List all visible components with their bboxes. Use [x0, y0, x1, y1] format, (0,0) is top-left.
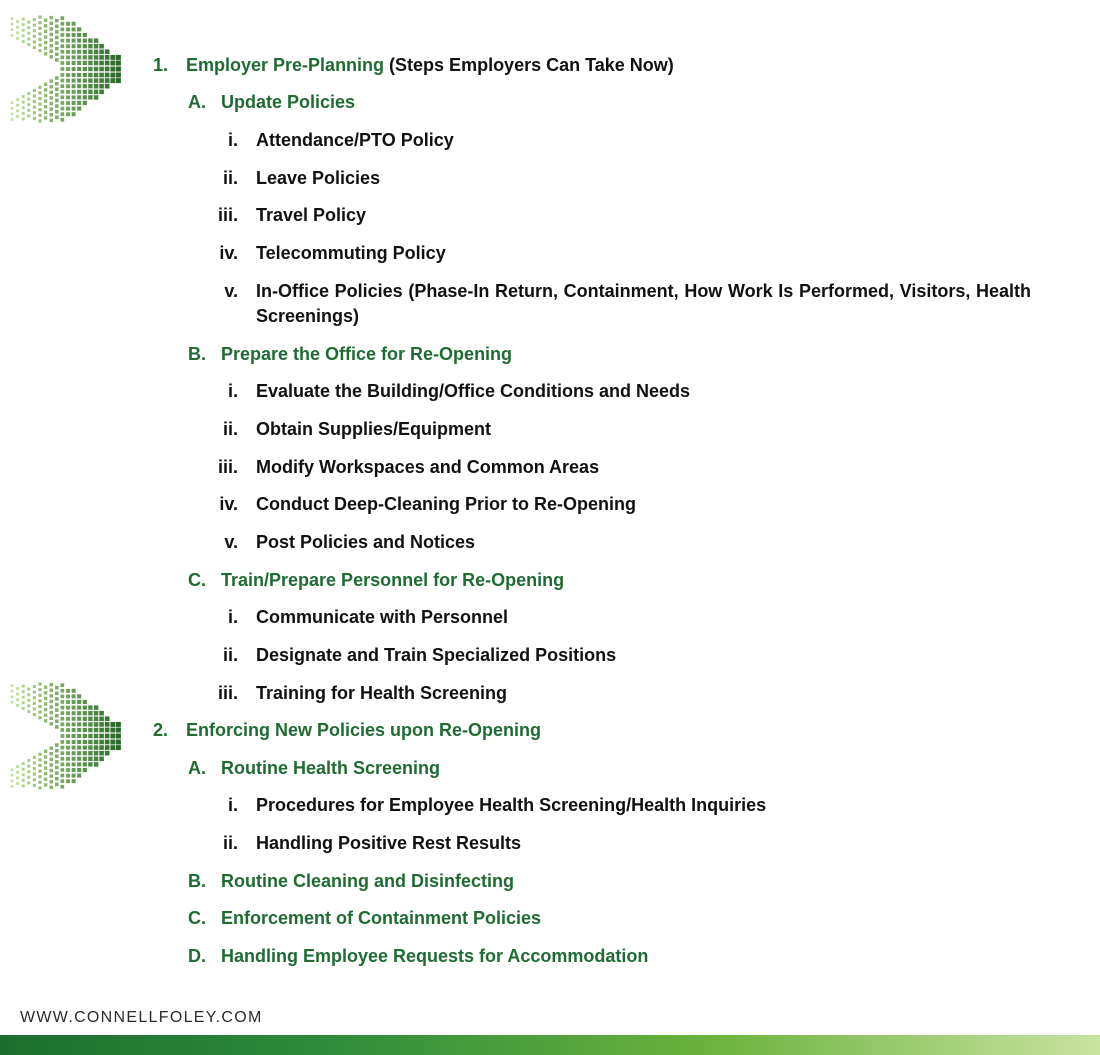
section-letter: B. — [188, 344, 206, 364]
list-text: Travel Policy — [256, 205, 367, 225]
list-text: Telecommuting Policy — [256, 243, 446, 263]
list-numeral: iii. — [217, 683, 238, 703]
list-numeral: iv. — [219, 243, 238, 263]
list-text: Conduct Deep-Cleaning Prior to Re-Opening — [256, 494, 637, 514]
list-numeral: v. — [224, 532, 238, 552]
list-text: Post Policies and Notices — [256, 532, 476, 552]
list-text: Handling Positive Rest Results — [256, 833, 522, 853]
section-title: Enforcement of Containment Policies — [221, 908, 542, 928]
outline-heading: Employer Pre-Planning — [186, 55, 385, 75]
section-letter: A. — [188, 92, 206, 112]
list-numeral: iv. — [219, 494, 238, 514]
section-title: Handling Employee Requests for Accommodation — [221, 946, 649, 966]
list-numeral: i. — [227, 130, 238, 150]
list-text: Evaluate the Building/Office Conditions and Needs — [256, 381, 691, 401]
list-numeral: ii. — [222, 419, 238, 439]
section-letter: D. — [188, 946, 206, 966]
list-numeral: v. — [224, 281, 238, 301]
list-numeral: iii. — [217, 457, 238, 477]
section-letter: C. — [188, 908, 206, 928]
section-letter: A. — [188, 758, 206, 778]
section-title: Train/Prepare Personnel for Re-Opening — [221, 570, 565, 590]
section-title: Routine Cleaning and Disinfecting — [221, 871, 515, 891]
list-text: Modify Workspaces and Common Areas — [256, 457, 600, 477]
list-numeral: i. — [227, 607, 238, 627]
outline-heading-note: (Steps Employers Can Take Now) — [384, 55, 674, 75]
dotted-arrow-icon — [8, 682, 123, 790]
website-url: WWW.CONNELLFOLEY.COM — [20, 1009, 263, 1026]
section-title: Update Policies — [221, 92, 356, 112]
list-text: Procedures for Employee Health Screening/Health Inquiries — [256, 795, 767, 815]
footer-gradient-bar — [0, 1035, 1100, 1055]
section-title: Routine Health Screening — [221, 758, 441, 778]
section-letter: B. — [188, 871, 206, 891]
list-numeral: i. — [227, 381, 238, 401]
list-text: Training for Health Screening — [256, 683, 508, 703]
list-numeral: ii. — [222, 833, 238, 853]
list-text: Designate and Train Specialized Positions — [256, 645, 617, 665]
list-numeral: i. — [227, 795, 238, 815]
list-text: In-Office Policies (Phase-In Return, Containment, How Work Is Performed, Visitors, Health Screenings) — [256, 281, 1031, 326]
section-title: Prepare the Office for Re-Opening — [221, 344, 513, 364]
list-text: Obtain Supplies/Equipment — [256, 419, 492, 439]
list-text: Communicate with Personnel — [256, 607, 509, 627]
section-letter: C. — [188, 570, 206, 590]
outline-number: 1. — [152, 55, 168, 75]
list-text: Attendance/PTO Policy — [256, 130, 454, 150]
outline-heading: Enforcing New Policies upon Re-Opening — [186, 720, 542, 740]
list-numeral: ii. — [222, 168, 238, 188]
dotted-arrow-icon — [8, 15, 123, 123]
list-numeral: iii. — [217, 205, 238, 225]
outline-number: 2. — [152, 720, 168, 740]
list-text: Leave Policies — [256, 168, 381, 188]
list-numeral: ii. — [222, 645, 238, 665]
